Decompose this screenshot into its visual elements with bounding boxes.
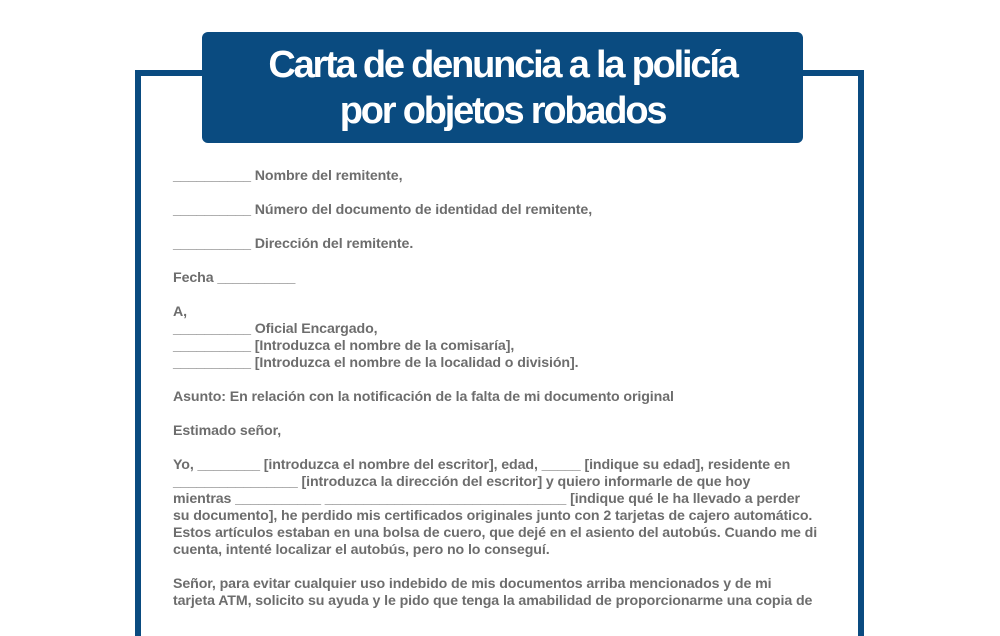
date-line: Fecha __________	[173, 270, 296, 286]
recipient-block	[173, 304, 843, 372]
paragraph-line: Estos artículos estaban en una bolsa de cuero, que dejé en el asiento del autobús. Cuando me di	[173, 525, 818, 541]
sender-name-line: __________ Nombre del remitente,	[173, 168, 403, 184]
title-banner	[202, 32, 803, 143]
recipient-officer: __________ Oficial Encargado,	[173, 321, 378, 337]
sender-id-line: __________ Número del documento de identidad del remitente,	[173, 202, 593, 218]
paragraph-line: su documento], he perdido mis certificados originales junto con 2 tarjetas de cajero automático.	[173, 508, 813, 524]
letter-body	[173, 168, 843, 627]
greeting-line: Estimado señor,	[173, 423, 282, 439]
title-line-1: Carta de denuncia a la policía	[268, 43, 737, 86]
paragraph-line: Yo, ________ [introduzca el nombre del escritor], edad, _____ [indique su edad], residente en	[173, 457, 791, 473]
paragraph-line: cuenta, intenté localizar el autobús, pero no lo conseguí.	[173, 542, 550, 558]
subject-line: Asunto: En relación con la notificación de la falta de mi documento original	[173, 389, 674, 405]
paragraph-line: mientras ___________ _______________________________ [indique qué le ha llevado a perder	[173, 491, 800, 507]
paragraph-line: Señor, para evitar cualquier uso indebido de mis documentos arriba mencionados y de mi	[173, 576, 772, 592]
body-paragraph-2	[173, 576, 843, 610]
body-paragraph-1	[173, 457, 843, 559]
paragraph-line: ________________ [introduzca la dirección del escritor] y quiero informarle de que hoy	[173, 474, 751, 490]
title-line-2: por objetos robados	[339, 89, 666, 132]
recipient-to: A,	[173, 304, 187, 320]
page-title	[223, 42, 783, 134]
recipient-locality: __________ [Introduzca el nombre de la localidad o división].	[173, 355, 579, 371]
paragraph-line: tarjeta ATM, solicito su ayuda y le pido que tenga la amabilidad de proporcionarme una copia de	[173, 593, 813, 609]
recipient-station: __________ [Introduzca el nombre de la comisaría],	[173, 338, 515, 354]
sender-address-line: __________ Dirección del remitente.	[173, 236, 414, 252]
